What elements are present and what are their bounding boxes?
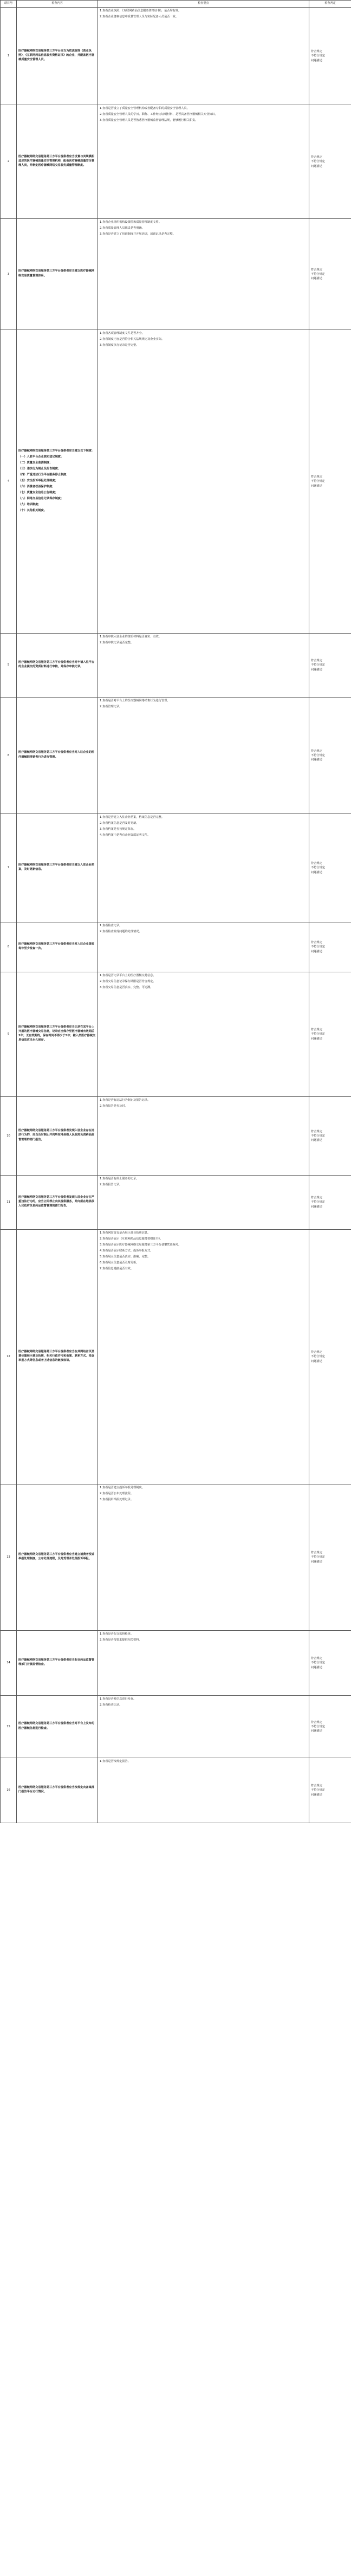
content-line: 医疗器械网络交易服务第三方平台提供者应当建立以下制度： xyxy=(18,449,95,453)
content-line: 医疗器械网络交易服务第三方平台提供者应当按规定向备案部门报告平台运行情况。 xyxy=(18,1785,95,1793)
verdict-cell xyxy=(309,1696,351,1758)
inspection-points xyxy=(98,634,309,698)
verdict-option: 问题描述 xyxy=(311,1139,322,1142)
item-number: 14 xyxy=(1,1631,17,1696)
verdict-option: 不符合规定 xyxy=(311,1134,325,1138)
verdict-option: 问题描述 xyxy=(311,668,322,672)
point-line: 1.查看是否对信息进行检查。 xyxy=(100,1697,136,1701)
inspection-points xyxy=(98,330,309,634)
inspection-points xyxy=(98,8,309,105)
verdict-option: 不符合规定 xyxy=(311,1725,325,1728)
verdict-option: 符合规定 xyxy=(311,1351,322,1354)
verdict-option: 符合规定 xyxy=(311,1784,322,1788)
point-line: 2.查看质量管理人员职责是否明确。 xyxy=(100,227,145,230)
point-line: 2.查看审核记录是否完整。 xyxy=(100,641,134,645)
verdict-option: 问题描述 xyxy=(311,1560,322,1564)
inspection-points xyxy=(98,972,309,1097)
table-row xyxy=(1,8,351,105)
point-line: 3.查看是否展示医疗器械网络交易服务第三方平台备案凭证编号。 xyxy=(100,1243,181,1247)
verdict-option: 不符合规定 xyxy=(311,1789,325,1792)
verdict-option: 不符合规定 xyxy=(311,480,325,483)
point-line: 3.查看质量安全管理人员是否熟悉医疗器械监督管理法规，能够履行相关职责。 xyxy=(100,119,198,122)
table-row xyxy=(1,698,351,814)
point-line: 1.查看企业组织机构设置图和质量管理制度文件。 xyxy=(100,221,161,224)
inspection-content xyxy=(17,1631,98,1696)
verdict-option: 问题描述 xyxy=(311,1793,322,1797)
inspection-points xyxy=(98,922,309,972)
verdict-option: 问题描述 xyxy=(311,1665,322,1669)
point-line: 1.查看是否按规定报告。 xyxy=(100,1760,131,1763)
verdict-option: 符合规定 xyxy=(311,659,322,663)
verdict-option: 不符合规定 xyxy=(311,160,325,164)
content-line: （四）严重违法行为平台服务停止制度； xyxy=(18,473,69,476)
verdict-option: 不符合规定 xyxy=(311,1032,325,1036)
header-content: 检查内容 xyxy=(17,1,98,8)
verdict-option: 问题描述 xyxy=(311,484,322,488)
item-number: 9 xyxy=(1,972,17,1097)
verdict-cell xyxy=(309,1230,351,1484)
header-row xyxy=(1,1,351,8)
table-row xyxy=(1,1230,351,1484)
verdict-cell xyxy=(309,972,351,1097)
inspection-content xyxy=(17,972,98,1097)
item-number: 11 xyxy=(1,1176,17,1230)
table-row xyxy=(1,330,351,634)
table-row xyxy=(1,1696,351,1758)
verdict-cell xyxy=(309,1097,351,1176)
table-row xyxy=(1,1758,351,1823)
point-line: 4.查看档案中是否有企业资质证明文件。 xyxy=(100,834,151,837)
content-line: （二）质量安全监测制度； xyxy=(18,461,53,464)
item-number: 8 xyxy=(1,922,17,972)
table-row xyxy=(1,219,351,330)
verdict-cell xyxy=(309,814,351,922)
content-line: 医疗器械网络交易服务第三方平台提供者应当对入驻企业资质每年至少检查一次。 xyxy=(18,942,95,950)
inspection-content xyxy=(17,1696,98,1758)
verdict-option: 符合规定 xyxy=(311,1551,322,1555)
item-number: 12 xyxy=(1,1230,17,1484)
verdict-option: 不符合规定 xyxy=(311,54,325,58)
verdict-option: 符合规定 xyxy=(311,1196,322,1200)
verdict-cell xyxy=(309,1176,351,1230)
verdict-option: 问题描述 xyxy=(311,870,322,874)
inspection-content xyxy=(17,1484,98,1631)
verdict-cell xyxy=(309,1631,351,1696)
inspection-content xyxy=(17,1176,98,1230)
inspection-points xyxy=(98,105,309,219)
verdict-option: 问题描述 xyxy=(311,950,322,953)
point-line: 7.查看信息链接是否有效。 xyxy=(100,1267,134,1271)
verdict-option: 符合规定 xyxy=(311,941,322,945)
point-line: 1.查看检查记录。 xyxy=(100,924,122,927)
inspection-content xyxy=(17,922,98,972)
inspection-points xyxy=(98,1631,309,1696)
content-line: 医疗器械网络交易服务第三方平台提供者应当设置与其规模相适应的医疗器械质量安全管理机构，配备医疗器械质量安全管理人员，并制定医疗器械网络交易服务质量管理制度。 xyxy=(18,154,95,167)
point-line: 1.查看是否配合监督检查。 xyxy=(100,1632,134,1636)
verdict-option: 问题描述 xyxy=(311,1359,322,1363)
verdict-option: 符合规定 xyxy=(311,1720,322,1724)
item-number: 4 xyxy=(1,330,17,634)
verdict-cell xyxy=(309,105,351,219)
item-number: 3 xyxy=(1,219,17,330)
point-line: 1.查看是否建立入驻企业档案，档案信息是否完整。 xyxy=(100,816,165,819)
content-line: 医疗器械网络交易服务第三方平台提供者发现入驻企业存在严重违法行为的，应当立即停止向其提供服务，并向所在地县级人民政府负责药品监督管理的部门报告。 xyxy=(18,1195,95,1208)
item-number: 1 xyxy=(1,8,17,105)
item-number: 6 xyxy=(1,698,17,814)
point-line: 2.查看质量安全管理人员的学历、职称、工作经历证明材料，是否具备医疗器械相关专业知识。 xyxy=(100,113,218,117)
verdict-option: 问题描述 xyxy=(311,277,322,281)
header-points: 检查要点 xyxy=(98,1,309,8)
content-line: 医疗器械网络交易服务第三方平台提供者应当建立医疗器械网络交易质量管理体系。 xyxy=(18,269,95,277)
verdict-option: 符合规定 xyxy=(311,862,322,866)
content-line: （八）网络交易信息记录保存制度； xyxy=(18,497,64,501)
verdict-option: 符合规定 xyxy=(311,1657,322,1661)
point-line: 2.查看是否公布处理流程。 xyxy=(100,1492,134,1496)
verdict-cell xyxy=(309,1758,351,1823)
table-row xyxy=(1,1631,351,1696)
verdict-cell xyxy=(309,8,351,105)
inspection-points xyxy=(98,1758,309,1823)
table-row xyxy=(1,1176,351,1230)
point-line: 2.查看管理记录。 xyxy=(100,705,122,709)
verdict-option: 不符合规定 xyxy=(311,1661,325,1665)
point-line: 3.查看制度执行记录是否完整。 xyxy=(100,344,139,347)
inspection-points xyxy=(98,1696,309,1758)
verdict-option: 符合规定 xyxy=(311,50,322,54)
point-line: 2.查看档案信息是否及时更新。 xyxy=(100,822,139,825)
point-line: 3.查看档案是否按规定保存。 xyxy=(100,828,136,831)
verdict-option: 问题描述 xyxy=(311,164,322,168)
table-row xyxy=(1,105,351,219)
verdict-cell xyxy=(309,698,351,814)
item-number: 16 xyxy=(1,1758,17,1823)
verdict-option: 不符合规定 xyxy=(311,866,325,870)
inspection-content xyxy=(17,8,98,105)
inspection-points xyxy=(98,219,309,330)
content-line: 医疗器械网络交易服务第三方平台提供者应当对申请入驻平台的企业提交的资质材料进行审核，并保存审核记录。 xyxy=(18,660,95,668)
content-line: （六）消费者权益保护制度； xyxy=(18,485,55,489)
verdict-option: 问题描述 xyxy=(311,1205,322,1209)
verdict-option: 符合规定 xyxy=(311,1129,322,1133)
inspection-content xyxy=(17,1758,98,1823)
verdict-option: 不符合规定 xyxy=(311,272,325,276)
point-line: 2.查看企业备案信息中质量管理人员与实际配备人员是否一致。 xyxy=(100,15,179,19)
verdict-option: 问题描述 xyxy=(311,758,322,762)
verdict-option: 不符合规定 xyxy=(311,753,325,757)
content-line: （十）其他相关制度。 xyxy=(18,509,47,513)
verdict-option: 问题描述 xyxy=(311,1037,322,1041)
verdict-option: 符合规定 xyxy=(311,475,322,479)
verdict-cell xyxy=(309,1484,351,1631)
verdict-option: 符合规定 xyxy=(311,156,322,159)
point-line: 1.查看网站首页是否展示营业执照信息。 xyxy=(100,1231,151,1235)
point-line: 2.查看交易信息记录保存期限是否符合规定。 xyxy=(100,980,156,984)
point-line: 1.查看营业执照、《互联网药品信息服务资格证书》，是否均有效。 xyxy=(100,9,181,12)
inspection-content xyxy=(17,219,98,330)
point-line: 1.查看各项管理制度文件是否齐全。 xyxy=(100,332,145,335)
content-line: （五）安全投诉举报处理制度； xyxy=(18,479,58,482)
verdict-cell xyxy=(309,330,351,634)
verdict-option: 不符合规定 xyxy=(311,1355,325,1359)
inspection-points xyxy=(98,698,309,814)
inspection-content xyxy=(17,1097,98,1176)
verdict-option: 不符合规定 xyxy=(311,1555,325,1559)
point-line: 1.查看是否有停止服务的记录。 xyxy=(100,1177,139,1180)
content-line: 医疗器械网络交易服务第三方平台提供者应当建立入驻企业档案，及时更新信息。 xyxy=(18,863,95,871)
verdict-option: 符合规定 xyxy=(311,1028,322,1032)
verdict-option: 不符合规定 xyxy=(311,945,325,949)
content-line: （九）培训制度； xyxy=(18,503,41,507)
item-number: 2 xyxy=(1,105,17,219)
verdict-option: 符合规定 xyxy=(311,268,322,272)
item-number: 10 xyxy=(1,1097,17,1176)
point-line: 1.查看是否建立投诉举报处理制度。 xyxy=(100,1486,145,1489)
inspection-points xyxy=(98,1484,309,1631)
point-line: 2.查看制度内容是否符合相关法规规定及企业实际。 xyxy=(100,338,165,341)
table-row xyxy=(1,1097,351,1176)
point-line: 1.查看审核入驻企业的资质材料是否真实、有效。 xyxy=(100,635,161,638)
table-row xyxy=(1,972,351,1097)
point-line: 2.查看是否展示《互联网药品信息服务资格证书》。 xyxy=(100,1237,163,1241)
content-line: 医疗器械网络交易服务第三方平台应当为依法取得《营业执照》、《互联网药品信息服务资格证书》的企业，并配备医疗器械质量安全管理人员。 xyxy=(18,49,95,62)
content-line: 医疗器械网络交易服务第三方平台提供者应当建立消费者投诉举报处理制度，公布处理流程，及时受理并处理投诉举报。 xyxy=(18,1552,95,1560)
point-line: 3.查看投诉举报处理记录。 xyxy=(100,1498,134,1502)
item-number: 13 xyxy=(1,1484,17,1631)
point-line: 2.查看是否按要求提供相关资料。 xyxy=(100,1638,142,1642)
inspection-points xyxy=(98,1097,309,1176)
table-row xyxy=(1,814,351,922)
table-body xyxy=(1,8,351,1823)
inspection-content xyxy=(17,330,98,634)
content-line: 医疗器械网络交易服务第三方平台提供者应当在其网站首页显著位置展示营业执照、相关行政许可和备案、联系方式、投诉举报方式等信息或者上述信息的链接标识。 xyxy=(18,1350,95,1363)
content-line: （七）质量安全信息公告制度； xyxy=(18,491,58,495)
content-line: 医疗器械网络交易服务第三方平台提供者应当对平台上发布的医疗器械信息进行检查。 xyxy=(18,1722,95,1730)
inspection-content xyxy=(17,1230,98,1484)
item-number: 5 xyxy=(1,634,17,698)
verdict-option: 符合规定 xyxy=(311,749,322,753)
verdict-option: 问题描述 xyxy=(311,1729,322,1733)
verdict-option: 问题描述 xyxy=(311,59,322,62)
content-line: 医疗器械网络交易服务第三方平台提供者发现入驻企业存在违法行为的，应当及时制止并向所在地县级人民政府负责药品监督管理的部门报告。 xyxy=(18,1129,95,1141)
content-line: 医疗器械网络交易服务第三方平台提供者应当记录在其平台上开展的医疗器械交易信息，记录应当保存至医疗器械有效期后2年；无有效期的，保存时间不得少于5年；植入类医疗器械交易信息应当永久保存。 xyxy=(18,1025,96,1042)
inspection-content xyxy=(17,698,98,814)
point-line: 2.查看检查记录。 xyxy=(100,1703,122,1707)
header-verdict: 检查判定 xyxy=(309,1,351,8)
point-line: 6.查看展示信息是否及时更新。 xyxy=(100,1261,139,1265)
point-line: 3.查看交易信息是否真实、完整、可追溯。 xyxy=(100,986,153,990)
item-number: 7 xyxy=(1,814,17,922)
point-line: 1.查看是否对平台上的医疗器械网络销售行为进行管理。 xyxy=(100,699,170,702)
inspection-points xyxy=(98,814,309,922)
point-line: 5.查看展示信息是否真实、准确、完整。 xyxy=(100,1255,151,1259)
table-row xyxy=(1,922,351,972)
point-line: 4.查看是否展示联系方式、投诉举报方式。 xyxy=(100,1249,153,1253)
verdict-option: 不符合规定 xyxy=(311,1200,325,1204)
inspection-content xyxy=(17,814,98,922)
point-line: 1.查看是否记录平台上的医疗器械交易信息。 xyxy=(100,974,156,977)
point-line: 1.查看是否有违法行为制止及报告记录。 xyxy=(100,1099,151,1102)
verdict-option: 不符合规定 xyxy=(311,663,325,667)
point-line: 2.查看检查发现问题的处理情况。 xyxy=(100,930,142,934)
table-row xyxy=(1,634,351,698)
verdict-cell xyxy=(309,634,351,698)
point-line: 3.查看是否建立了培训制度并开展培训，培训记录是否完整。 xyxy=(100,233,176,236)
content-line: 医疗器械网络交易服务第三方平台提供者应当对入驻企业的医疗器械网络销售行为进行管理。 xyxy=(18,751,95,759)
item-number: 15 xyxy=(1,1696,17,1758)
header-no: 项目号 xyxy=(1,1,17,8)
point-line: 2.查看报告是否及时。 xyxy=(100,1105,128,1108)
content-line: （三）违法行为制止及报告制度； xyxy=(18,467,61,470)
content-line: 医疗器械网络交易服务第三方平台提供者应当配合药品监督管理部门开展监督检查。 xyxy=(18,1658,95,1666)
inspection-points xyxy=(98,1230,309,1484)
inspection-points xyxy=(98,1176,309,1230)
point-line: 1.查看是否设立了质量安全管理机构或者配备专职的质量安全管理人员。 xyxy=(100,107,190,110)
inspection-content xyxy=(17,634,98,698)
table-row xyxy=(1,1484,351,1631)
content-line: （一）入驻平台企业核实登记制度； xyxy=(18,455,64,459)
verdict-cell xyxy=(309,922,351,972)
verdict-cell xyxy=(309,219,351,330)
point-line: 2.查看报告记录。 xyxy=(100,1183,122,1187)
inspection-content xyxy=(17,105,98,219)
